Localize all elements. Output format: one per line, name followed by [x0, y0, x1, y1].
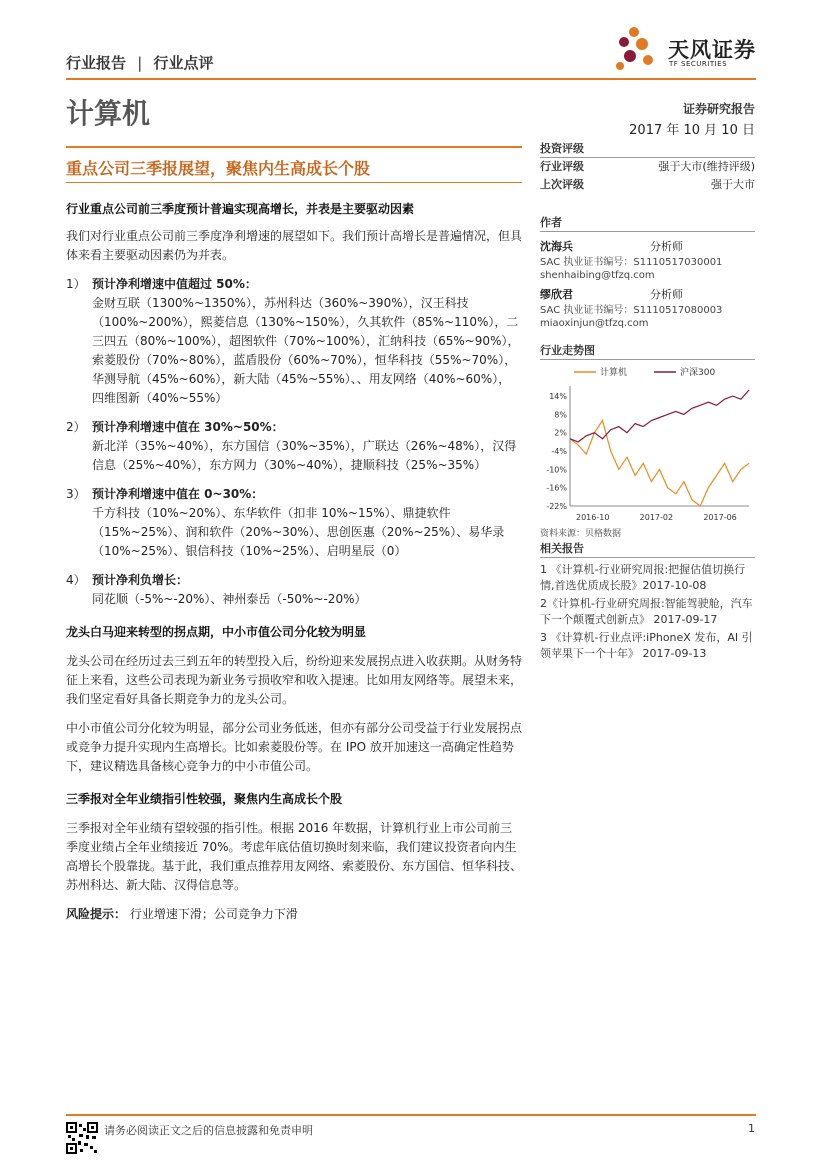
report-subtype: 行业点评: [153, 54, 214, 72]
forecast-item: [66, 485, 522, 561]
author-block: [540, 238, 755, 282]
related-panel: [540, 540, 755, 664]
report-title: 重点公司三季报展望，聚焦内生高成长个股: [66, 159, 371, 178]
author-block: [540, 286, 755, 330]
series-line: [570, 390, 749, 442]
x-tick-label: 2016-10: [576, 513, 610, 522]
author-role: 分析师: [650, 240, 683, 253]
rating-row: [540, 158, 755, 176]
series-line: [570, 421, 749, 507]
footer-disclaimer: 请务必阅读正文之后的信息披露和免责申明: [104, 1124, 313, 1137]
risk-text: 行业增速下滑；公司竞争力下滑: [129, 907, 298, 921]
legend-label: 沪深300: [680, 368, 716, 378]
item-heading: 预计净利增速中值超过 50%：: [92, 277, 257, 291]
rating-key: 行业评级: [540, 160, 584, 173]
y-tick-label: -4%: [551, 447, 567, 457]
y-tick-label: 2%: [554, 428, 567, 438]
item-number: 3）: [66, 487, 86, 501]
footer-rule: [66, 1114, 756, 1116]
item-text: 同花顺（-5%~-20%）、神州泰岳（-50%~-20%）: [92, 592, 367, 606]
item-number: 1）: [66, 277, 86, 291]
item-number: 4）: [66, 573, 86, 587]
report-kind: 证券研究报告: [682, 102, 755, 116]
y-tick-label: -10%: [546, 465, 567, 475]
page-number: 1: [748, 1122, 755, 1135]
header-rule: [66, 78, 756, 80]
main-content: [66, 200, 522, 924]
trend-panel: [540, 342, 755, 539]
logo-dot-5: [643, 55, 653, 65]
y-tick-label: -16%: [546, 483, 567, 493]
x-tick-label: 2017-06: [703, 513, 737, 522]
y-tick-label: 8%: [554, 410, 567, 420]
item-text: 千方科技（10%~20%）、东华软件（扣非 10%~15%）、鼎捷软件（15%~25%）、润和软件（20%~30%）、思创医惠（20%~25%）、易华录（10%~25%）、银信科技（10%~25%）、启明星辰（0）: [92, 506, 505, 558]
author-sac: SAC 执业证书编号：S1110517030001: [540, 257, 723, 268]
rating-panel: [540, 140, 755, 194]
related-report-link[interactable]: 2《计算机-行业研究周报:智能驾驶舱，汽车下一个颠覆式创新点》 2017-09-17: [540, 597, 753, 626]
section2-heading: 龙头白马迎来转型的拐点期，中小市值公司分化较为明显: [66, 625, 367, 639]
report-date: 2017 年 10 月 10 日: [629, 123, 755, 138]
trend-heading: 行业走势图: [540, 342, 755, 360]
rating-value: 强于大市(维持评级): [658, 160, 755, 173]
related-heading: 相关报告: [540, 540, 755, 558]
author-sac: SAC 执业证书编号：S1110517080003: [540, 305, 723, 316]
legend-label: 计算机: [600, 368, 628, 378]
section2-paragraph-1: 龙头公司在经历过去三到五年的转型投入后，纷纷迎来发展拐点进入收获期。从财务特征上来看，这些公司表现为新业务亏损收窄和收入提速。比如用友网络等。展望未来，我们坚定看好具备长期竞争力的龙头公司。: [66, 654, 523, 706]
logo-dot-4: [624, 50, 636, 62]
logo-dot-6: [616, 62, 624, 70]
item-number: 2）: [66, 420, 86, 434]
y-tick-label: 14%: [549, 392, 567, 402]
item-text: 金财互联（1300%~1350%），苏州科达（360%~390%），汉王科技（100%~200%），熙菱信息（130%~150%），久其软件（85%~110%），二三四五（80%~100%），超图软件（70%~100%），汇纳科技（65%~90%），索菱股份（70%~80%），蓝盾股份（60%~70%），恒华科技（55%~70%），华测导航（45%~60%），新大陆（45%~55%）、、用友网络（40%~60%），四维图新（40%~55%）: [92, 296, 520, 405]
header-separator: |: [137, 54, 143, 72]
forecast-item: [66, 571, 522, 609]
related-report-link[interactable]: 3 《计算机-行业点评:iPhoneX 发布，AI 引领苹果下一个十年》 2017-09-13: [540, 631, 753, 660]
section1-heading: 行业重点公司前三季度预计普遍实现高增长，并表是主要驱动因素: [66, 202, 415, 216]
report-category: [66, 52, 214, 73]
author-name: 缪欣君: [540, 288, 573, 301]
logo-dot-2: [619, 37, 629, 47]
section2-paragraph-2: 中小市值公司分化较为明显，部分公司业务低迷，但亦有部分公司受益于行业发展拐点或竞争力提升实现内生高增长。比如索菱股份等。在 IPO 放开加速这一高确定性趋势下，建议精选具备核心竞争力的中小市值公司。: [66, 721, 523, 773]
title-rule-bottom: [66, 182, 522, 183]
item-text: 新北洋（35%~40%），东方国信（30%~35%），广联达（26%~48%），汉得信息（25%~40%），东方网力（30%~40%），捷顺科技（25%~35%）: [92, 439, 517, 472]
item-heading: 预计净利增速中值在 0~30%：: [92, 487, 264, 501]
author-email[interactable]: shenhaibing@tfzq.com: [540, 270, 655, 281]
authors-panel: [540, 214, 755, 330]
item-heading: 预计净利负增长：: [92, 573, 189, 587]
title-rule-top: [66, 146, 522, 148]
section1-lead: 我们对行业重点公司前三季度净利增速的展望如下。我们预计高增长是普遍情况，但具体来看主要驱动因素仍为并表。: [66, 229, 523, 262]
rating-key: 上次评级: [540, 178, 584, 191]
related-report-link[interactable]: 1 《计算机-行业研究周报:把握估值切换行情,首选优质成长股》2017-10-08: [540, 563, 746, 592]
chart-source: 资料来源：贝格数据: [540, 529, 622, 539]
section3-heading: 三季报对全年业绩指引性较强，聚焦内生高成长个股: [66, 792, 343, 806]
author-role: 分析师: [650, 288, 683, 301]
logo-dot-1: [629, 27, 639, 37]
qr-code-icon: [66, 1122, 98, 1154]
brand-name: 天风证券: [668, 38, 756, 62]
brand-name-en: TF SECURITIES: [669, 60, 728, 68]
risk-label: 风险提示：: [66, 907, 127, 921]
rating-value: 强于大市: [711, 178, 755, 191]
y-tick-label: -22%: [546, 502, 567, 511]
item-heading: 预计净利增速中值在 30%~50%：: [92, 420, 284, 434]
x-tick-label: 2017-02: [639, 513, 674, 522]
forecast-item: [66, 275, 522, 408]
report-type: 行业报告: [66, 54, 127, 72]
section3-paragraph-1: 三季报对全年业绩有望较强的指引性。根据 2016 年数据，计算机行业上市公司前三季度业绩占全年业绩接近 70%。考虑年底估值切换时刻来临，我们建议投资者向内生高增长个股靠拢。基于此，我们重点推荐用友网络、索菱股份、东方国信、恒华科技、苏州科达、新大陆、汉得信息等。: [66, 821, 523, 892]
rating-row: [540, 176, 755, 194]
trend-chart: [540, 364, 755, 524]
author-email[interactable]: miaoxinjun@tfzq.com: [540, 318, 649, 329]
logo-dot-3: [636, 38, 648, 50]
rating-heading: 投资评级: [540, 140, 755, 158]
authors-heading: 作者: [540, 214, 755, 232]
forecast-item: [66, 418, 522, 475]
risk-warning: [66, 905, 522, 924]
industry-name: 计算机: [66, 97, 151, 130]
author-name: 沈海兵: [540, 240, 573, 253]
